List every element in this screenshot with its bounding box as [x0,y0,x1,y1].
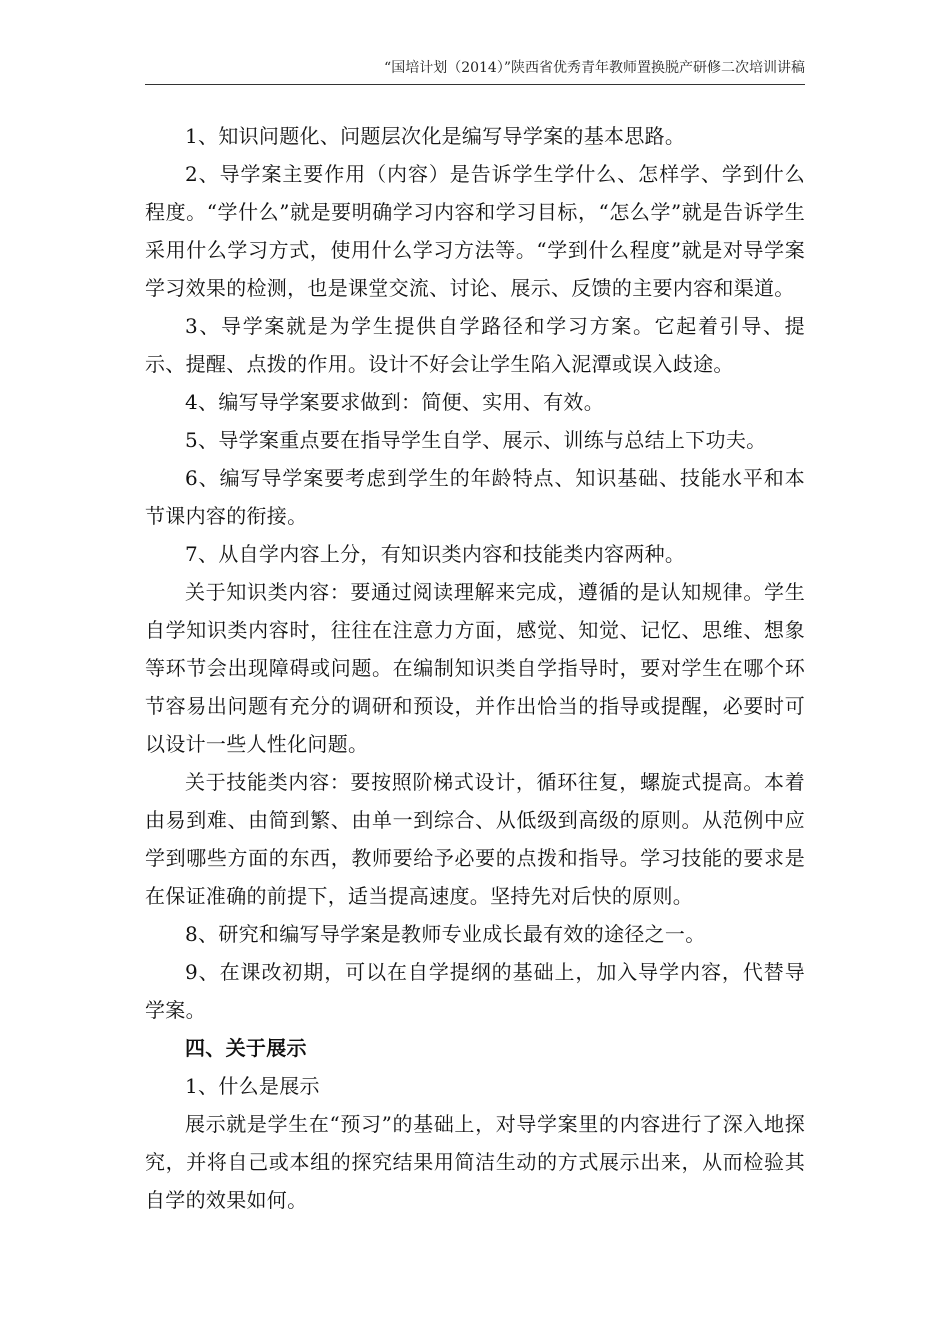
paragraph-skill-content: 关于技能类内容：要按照阶梯式设计，循环往复，螺旋式提高。本着由易到难、由简到繁、由单一到综合、从低级到高级的原则。从范例中应学到哪些方面的东西，教师要给予必要的点拨和指导。学习技能的要求是在保证准确的前提下，适当提高速度。坚持先对后快的原则。 [145,770,805,908]
paragraph-item-7: 7、从自学内容上分，有知识类内容和技能类内容两种。 [185,542,686,566]
section-subheading: 1、什么是展示 [185,1074,320,1098]
paragraph-item-6: 6、编写导学案要考虑到学生的年龄特点、知识基础、技能水平和本节课内容的衔接。 [145,466,805,528]
paragraph-item-1: 1、知识问题化、问题层次化是编写导学案的基本思路。 [185,124,686,148]
paragraph-item-5: 5、导学案重点要在指导学生自学、展示、训练与总结上下功夫。 [185,428,767,452]
paragraph-item-4: 4、编写导学案要求做到：简便、实用、有效。 [185,390,605,414]
paragraph-item-2: 2、导学案主要作用（内容）是告诉学生学什么、怎样学、学到什么程度。“学什么”就是要明确学习内容和学习目标，“怎么学”就是告诉学生采用什么学习方式，使用什么学习方法等。“学到什么程度”就是对导学案学习效果的检测，也是课堂交流、讨论、展示、反馈的主要内容和渠道。 [145,162,805,300]
section-heading: 四、关于展示 [185,1036,307,1060]
paragraph-item-8: 8、研究和编写导学案是教师专业成长最有效的途径之一。 [185,922,706,946]
paragraph-item-9: 9、在课改初期，可以在自学提纲的基础上，加入导学内容，代替导学案。 [145,960,805,1022]
header-divider [145,84,805,85]
running-header: “国培计划（2014）”陕西省优秀青年教师置换脱产研修二次培训讲稿 [384,60,805,76]
section-paragraph: 展示就是学生在“预习”的基础上，对导学案里的内容进行了深入地探究，并将自己或本组的探究结果用简洁生动的方式展示出来，从而检验其自学的效果如何。 [145,1112,805,1212]
paragraph-item-3: 3、导学案就是为学生提供自学路径和学习方案。它起着引导、提示、提醒、点拨的作用。设计不好会让学生陷入泥潭或误入歧途。 [145,314,805,376]
body-text [145,117,805,1219]
paragraph-knowledge-content: 关于知识类内容：要通过阅读理解来完成，遵循的是认知规律。学生自学知识类内容时，往往在注意力方面，感觉、知觉、记忆、思维、想象等环节会出现障碍或问题。在编制知识类自学指导时，要对学生在哪个环节容易出问题有充分的调研和预设，并作出恰当的指导或提醒，必要时可以设计一些人性化问题。 [145,580,805,756]
